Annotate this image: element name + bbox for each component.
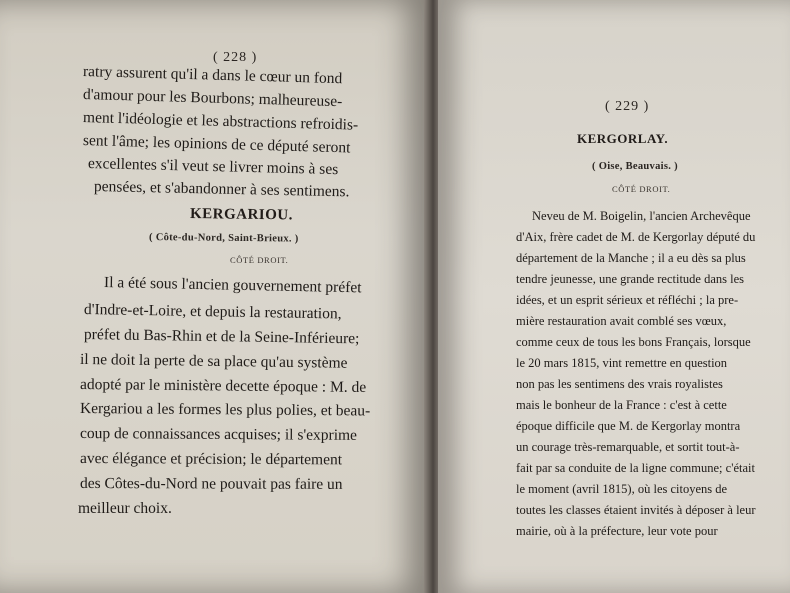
text-line: un courage très-remarquable, et sortit tout-à-: [516, 440, 740, 454]
text-line: avec élégance et précision; le département: [79, 450, 343, 469]
section-subheading: ( Oise, Beauvais. ): [592, 161, 678, 172]
text-line: il ne doit la perte de sa place qu'au système: [79, 351, 348, 372]
text-line: meilleur choix.: [78, 500, 172, 517]
text-line: adopté par le ministère decette époque : M. de: [79, 376, 367, 396]
text-line: époque difficile que M. de Kergorlay montra: [516, 419, 741, 433]
right-page: [438, 0, 790, 593]
section-heading: KERGORLAY.: [577, 131, 669, 146]
text-line: ment l'idéologie et les abstractions refroidis-: [82, 109, 359, 134]
text-line: le 20 mars 1815, vint remettre en question: [516, 356, 728, 370]
text-line: fait par sa conduite de la ligne commune; c'était: [516, 461, 755, 475]
text-line: Neveu de M. Boigelin, l'ancien Archevêque: [532, 209, 751, 223]
text-line: non pas les sentimens des vrais royalistes: [516, 377, 723, 391]
text-line: tendre jeunesse, une grande rectitude dans les: [516, 272, 745, 286]
text-line: Il a été sous l'ancien gouvernement préfet: [103, 274, 362, 297]
text-line: comme ceux de tous les bons Français, lorsque: [516, 335, 751, 349]
side-label: CÔTÉ DROIT.: [612, 184, 671, 194]
text-line: pensées, et s'abandonner à ses sentimens.: [93, 178, 350, 201]
text-line: ratry assurent qu'il a dans le cœur un fond: [82, 63, 343, 88]
text-line: mais le bonheur de la France : c'est à cette: [516, 398, 727, 412]
side-label: CÔTÉ DROIT.: [230, 255, 289, 265]
text-line: le moment (avril 1815), où les citoyens de: [516, 482, 728, 496]
text-line: excellentes s'il veut se livrer moins à ses: [87, 155, 339, 179]
section-subheading: ( Côte-du-Nord, Saint-Brieux. ): [148, 232, 299, 245]
text-line: préfet du Bas-Rhin et de la Seine-Inférieure;: [83, 326, 360, 348]
page-number: ( 228 ): [213, 50, 258, 65]
text-line: d'Aix, frère cadet de M. de Kergorlay député du: [516, 230, 756, 244]
section-heading: KERGARIOU.: [189, 206, 294, 224]
text-line: des Côtes-du-Nord ne pouvait pas faire un: [79, 475, 343, 493]
text-line: mière restauration avait comblé ses vœux,: [516, 314, 727, 328]
text-line: mairie, où à la préfecture, leur vote pour: [516, 524, 718, 538]
page-number: ( 229 ): [605, 99, 650, 114]
text-line: toutes les classes étaient invités à déposer à leur: [516, 503, 756, 517]
text-line: département de la Manche ; il a eu dès sa plus: [516, 251, 746, 265]
text-line: coup de connaissances acquises; il s'exprime: [79, 425, 358, 444]
text-line: d'amour pour les Bourbons; malheureuse-: [82, 86, 343, 111]
text-line: sent l'âme; les opinions de ce député seront: [82, 132, 351, 157]
text-line: idées, et un esprit sérieux et réfléchi ; la pre-: [516, 293, 739, 307]
text-line: d'Indre-et-Loire, et depuis la restauration,: [83, 301, 342, 323]
text-line: Kergariou a les formes les plus polies, et beau-: [79, 400, 371, 420]
